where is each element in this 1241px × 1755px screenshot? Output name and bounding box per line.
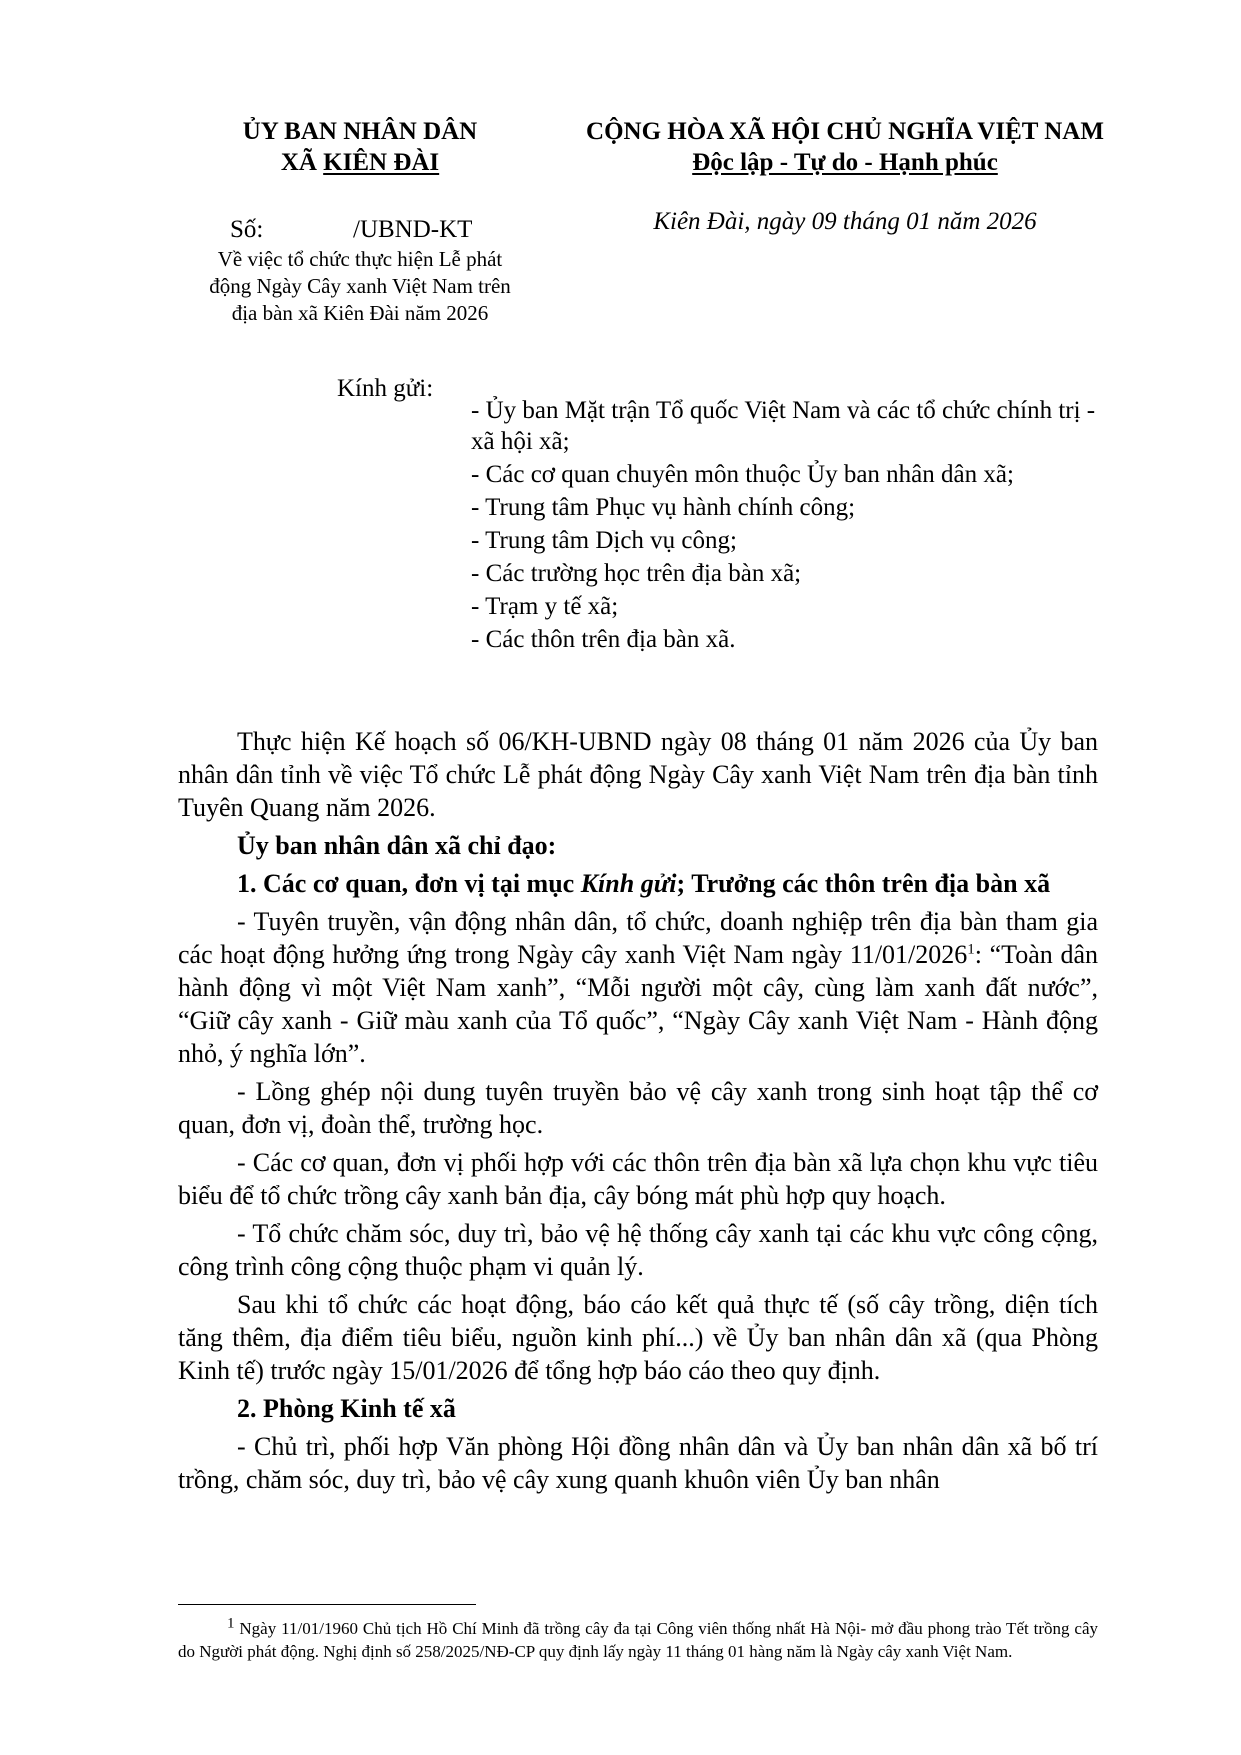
directive-heading: Ủy ban nhân dân xã chỉ đạo: xyxy=(237,831,557,860)
doc-number-code: /UBND-KT xyxy=(353,216,473,243)
footnote xyxy=(178,1617,1098,1663)
section-2-bullet-1: - Chủ trì, phối hợp Văn phòng Hội đồng nhân dân và Ủy ban nhân dân xã bố trí trồng, chăm sóc, duy trì, bảo vệ cây xung quanh khuôn viên Ủy ban nhân xyxy=(178,1432,1098,1494)
issuing-agency-block xyxy=(200,116,520,178)
footnote-reference[interactable]: 1 xyxy=(967,941,975,958)
section-1-bullet-2: - Lồng ghép nội dung tuyên truyền bảo vệ cây xanh trong sinh hoạt tập thể cơ quan, đơn vị, đoàn thể, trường học. xyxy=(178,1077,1098,1139)
recipient-item: - Trung tâm Phục vụ hành chính công; xyxy=(471,494,856,521)
report-paragraph: Sau khi tổ chức các hoạt động, báo cáo kết quả thực tế (số cây trồng, diện tích tăng thêm, địa điểm tiêu biểu, nguồn kinh phí...) về Ủy ban nhân dân xã (qua Phòng Kinh tế) trước ngày 15/01/2026 để tổng hợp báo cáo theo quy định. xyxy=(178,1290,1098,1385)
commune-name: XÃ KIÊN ĐÀI xyxy=(280,149,440,176)
section-2-heading: 2. Phòng Kinh tế xã xyxy=(237,1394,456,1423)
national-motto: Độc lập - Tự do - Hạnh phúc xyxy=(692,149,998,176)
document-body xyxy=(178,725,1098,1501)
recipient-item: - Các trường học trên địa bàn xã; xyxy=(471,560,802,587)
footnote-separator xyxy=(178,1604,476,1605)
section-1-bullet-1: - Tuyên truyền, vận động nhân dân, tổ chức, doanh nghiệp trên địa bàn tham gia các hoạt động hưởng ứng trong Ngày cây xanh Việt Nam ngày 11/01/2026$^1$: “Toàn dân hành động vì một Việt Nam xanh”, “Mỗi người một cây, cùng làm xanh đất nước”, “Giữ cây xanh - Giữ màu xanh của Tổ quốc”, “Ngày Cây xanh Việt Nam - Hành động nhỏ, ý nghĩa lớn”. xyxy=(178,907,1098,1068)
nation-title: CỘNG HÒA XÃ HỘI CHỦ NGHĨA VIỆT NAM xyxy=(586,118,1104,145)
intro-paragraph: Thực hiện Kế hoạch số 06/KH-UBND ngày 08 tháng 01 năm 2026 của Ủy ban nhân dân tỉnh về việc Tổ chức Lễ phát động Ngày Cây xanh Việt Nam trên địa bàn tỉnh Tuyên Quang năm 2026. xyxy=(178,727,1098,822)
recipient-item: - Trung tâm Dịch vụ công; xyxy=(471,527,737,554)
recipient-item: - Các cơ quan chuyên môn thuộc Ủy ban nhân dân xã; xyxy=(471,461,1014,488)
document-subject: Về việc tổ chức thực hiện Lễ phát động Ngày Cây xanh Việt Nam trên địa bàn xã Kiên Đài năm 2026 xyxy=(209,247,511,325)
recipients-label: Kính gửi: xyxy=(337,375,434,402)
footnote-text: Ngày 11/01/1960 Chủ tịch Hồ Chí Minh đã trồng cây đa tại Công viên thống nhất Hà Nội- mở đầu phong trào Tết trồng cây do Người phát động. Nghị định số 258/2025/NĐ-CP quy định lấy ngày 11 tháng 01 hàng năm là Ngày cây xanh Việt Nam. xyxy=(178,1619,1098,1661)
date-line: Kiên Đài, ngày 09 tháng 01 năm 2026 xyxy=(653,208,1037,235)
national-header-block xyxy=(540,116,1150,178)
section-1-bullet-4: - Tổ chức chăm sóc, duy trì, bảo vệ hệ thống cây xanh tại các khu vực công cộng, công trình công cộng thuộc phạm vi quản lý. xyxy=(178,1219,1098,1281)
doc-number-label: Số: xyxy=(230,216,264,243)
footnote-marker: 1 xyxy=(227,1615,235,1632)
recipient-item: - Ủy ban Mặt trận Tổ quốc Việt Nam và các tổ chức chính trị - xã hội xã; xyxy=(471,397,1096,455)
section-1-bullet-3: - Các cơ quan, đơn vị phối hợp với các thôn trên địa bàn xã lựa chọn khu vực tiêu biểu để tổ chức trồng cây xanh bản địa, cây bóng mát phù hợp quy hoạch. xyxy=(178,1148,1098,1210)
agency-name: ỦY BAN NHÂN DÂN xyxy=(242,118,478,145)
recipients-list xyxy=(471,395,1111,657)
section-1-heading: 1. Các cơ quan, đơn vị tại mục Kính gửi; Trưởng các thôn trên địa bàn xã xyxy=(237,869,1051,898)
recipient-item: - Các thôn trên địa bàn xã. xyxy=(471,626,736,653)
recipient-item: - Trạm y tế xã; xyxy=(471,593,619,620)
